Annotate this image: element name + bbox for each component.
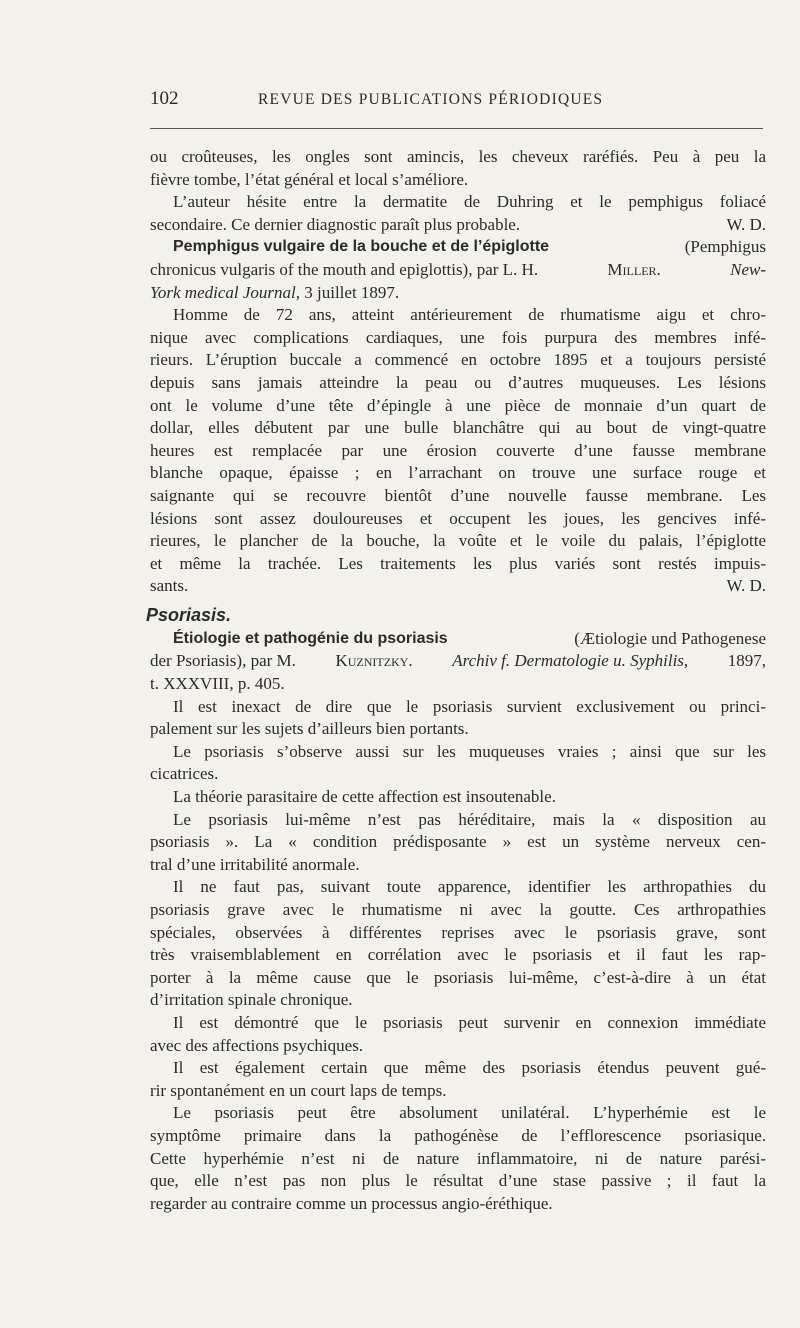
article-title-line [150,236,766,259]
text-segment: chronicus vulgaris of the mouth and epiglottis), par L. H. [150,259,539,279]
text-line: Il est démontré que le psoriasis peut survenir en connexion immédiate [173,1012,766,1032]
article-title-line [150,628,766,651]
text-line: ou croûteuses, les ongles sont amincis, les cheveux raréfiés. Peu à peu la [150,147,766,166]
text-segment: (Pemphigus [684,237,766,257]
journal-name: New- [730,259,766,279]
text-line: psoriasis ». La « condition prédisposante » est un système nerveux cen- [150,832,766,852]
journal-page [146,88,766,1213]
text-segment: secondaire. Ce dernier diagnostic paraît plus probable. [150,214,521,234]
text-segment: 3 juillet 1897. [304,282,400,302]
article-body [150,696,766,1216]
text-segment: 1897, [727,651,766,671]
text-line: dollar, elles débutent par une bulle blanchâtre qui au bout de vingt-quatre [150,418,766,438]
text-segment: (Ætiologie und Pathogenese [574,628,766,648]
text-line: L’auteur hésite entre la dermatite de Duhring et le pemphigus foliacé [173,192,766,212]
text-line: que, elle n’est pas non plus le résultat d’une stase passive ; il faut la [150,1171,766,1191]
text-line: rir spontanément en un court laps de temps. [150,1080,447,1100]
section-heading: Psoriasis. [146,604,232,625]
text-line: symptôme primaire dans la pathogénèse de l’efflorescence psoriasique. [150,1125,766,1145]
text-line: Le psoriasis s’observe aussi sur les muqueuses vraies ; ainsi que sur les [173,741,766,761]
text-segment: sants. [150,576,189,596]
text-line [150,650,766,673]
running-title: REVUE DES PUBLICATIONS PÉRIODIQUES [258,91,604,108]
text-line: Il ne faut pas, suivant toute apparence, identifier les arthropathies du [173,877,766,897]
text-line: regarder au contraire comme un processus angio-éréthique. [150,1193,553,1213]
text-line: palement sur les sujets d’ailleurs bien portants. [150,719,469,739]
journal-name: Archiv f. Dermatologie u. Syphilis, [452,651,689,671]
text-line: rieures, le plancher de la bouche, la voûte et le voile du palais, l’épiglotte [150,531,766,551]
signature: W. D. [726,214,766,234]
text-line [150,575,766,598]
article-title: Pemphigus vulgaire de la bouche et de l’épiglotte [173,238,550,256]
text-line: fièvre tombe, l’état général et local s’améliore. [150,169,469,189]
text-line: Homme de 72 ans, atteint antérieurement de rhumatisme aigu et chro- [173,305,766,325]
text-line: très vraisemblablement en corrélation avec le psoriasis et il faut les rap- [150,945,766,965]
signature: W. D. [726,576,766,596]
text-line: porter à la même cause que le psoriasis lui-même, c’est-à-dire à un état [150,967,766,987]
text-line: ont le volume d’une tête d’épingle à une pièce de monnaie d’un quart de [150,395,766,415]
text-line: lésions sont assez douloureuses et occupent les joues, les gencives infé- [150,508,766,528]
author-name: Miller. [607,259,661,279]
journal-name: York medical Journal, [150,282,301,302]
article-body [150,304,766,575]
text-line: Il est inexact de dire que le psoriasis survient exclusivement ou princi- [173,696,766,716]
article-title: Étiologie et pathogénie du psoriasis [173,629,448,647]
text-line: spéciales, observées à différentes reprises avec le psoriasis grave, sont [150,922,766,942]
text-line: saignante qui se recouvre bientôt d’une nouvelle fausse membrane. Les [150,485,766,505]
text-line [150,259,766,282]
text-line: Il est également certain que même des psoriasis étendus peuvent gué- [173,1058,766,1078]
header-rule [150,128,763,129]
text-line: Le psoriasis peut être absolument unilatéral. L’hyperhémie est le [173,1103,766,1123]
page-header [150,88,766,118]
page-number: 102 [150,88,179,109]
text-line: avec des affections psychiques. [150,1035,364,1055]
text-line: tral d’une irritabilité anormale. [150,854,360,874]
text-line: La théorie parasitaire de cette affection est insoutenable. [173,787,556,807]
page-body [146,146,766,1215]
text-line: blanche opaque, épaisse ; en l’arrachant on trouve une surface rouge et [150,463,766,483]
text-line: rieurs. L’éruption buccale a commencé en octobre 1895 et a toujours persisté [150,350,766,370]
text-line: psoriasis grave avec le rhumatisme ni avec la goutte. Ces arthropathies [150,900,766,919]
text-line: heures est remplacée par une érosion couverte d’une fausse membrane [150,440,766,460]
text-line: cicatrices. [150,764,219,784]
text-line: nique avec complications cardiaques, une fois purpura des membres infé- [150,327,766,347]
text-segment: der Psoriasis), par M. [150,651,296,671]
text-line: depuis sans jamais atteindre la peau ou d’autres muqueuses. Les lésions [150,372,766,392]
text-line: et même la trachée. Les traitements les plus variés sont restés impuis- [150,553,766,573]
text-line [150,214,766,237]
text-line: d’irritation spinale chronique. [150,990,353,1010]
author-name: Kuznitzky. [335,651,413,671]
text-line: Le psoriasis lui-même n’est pas héréditaire, mais la « disposition au [173,809,766,829]
text-line: t. XXXVIII, p. 405. [150,674,285,694]
text-line [150,282,766,305]
text-line: Cette hyperhémie n’est ni de nature inflammatoire, ni de nature parési- [150,1148,766,1168]
